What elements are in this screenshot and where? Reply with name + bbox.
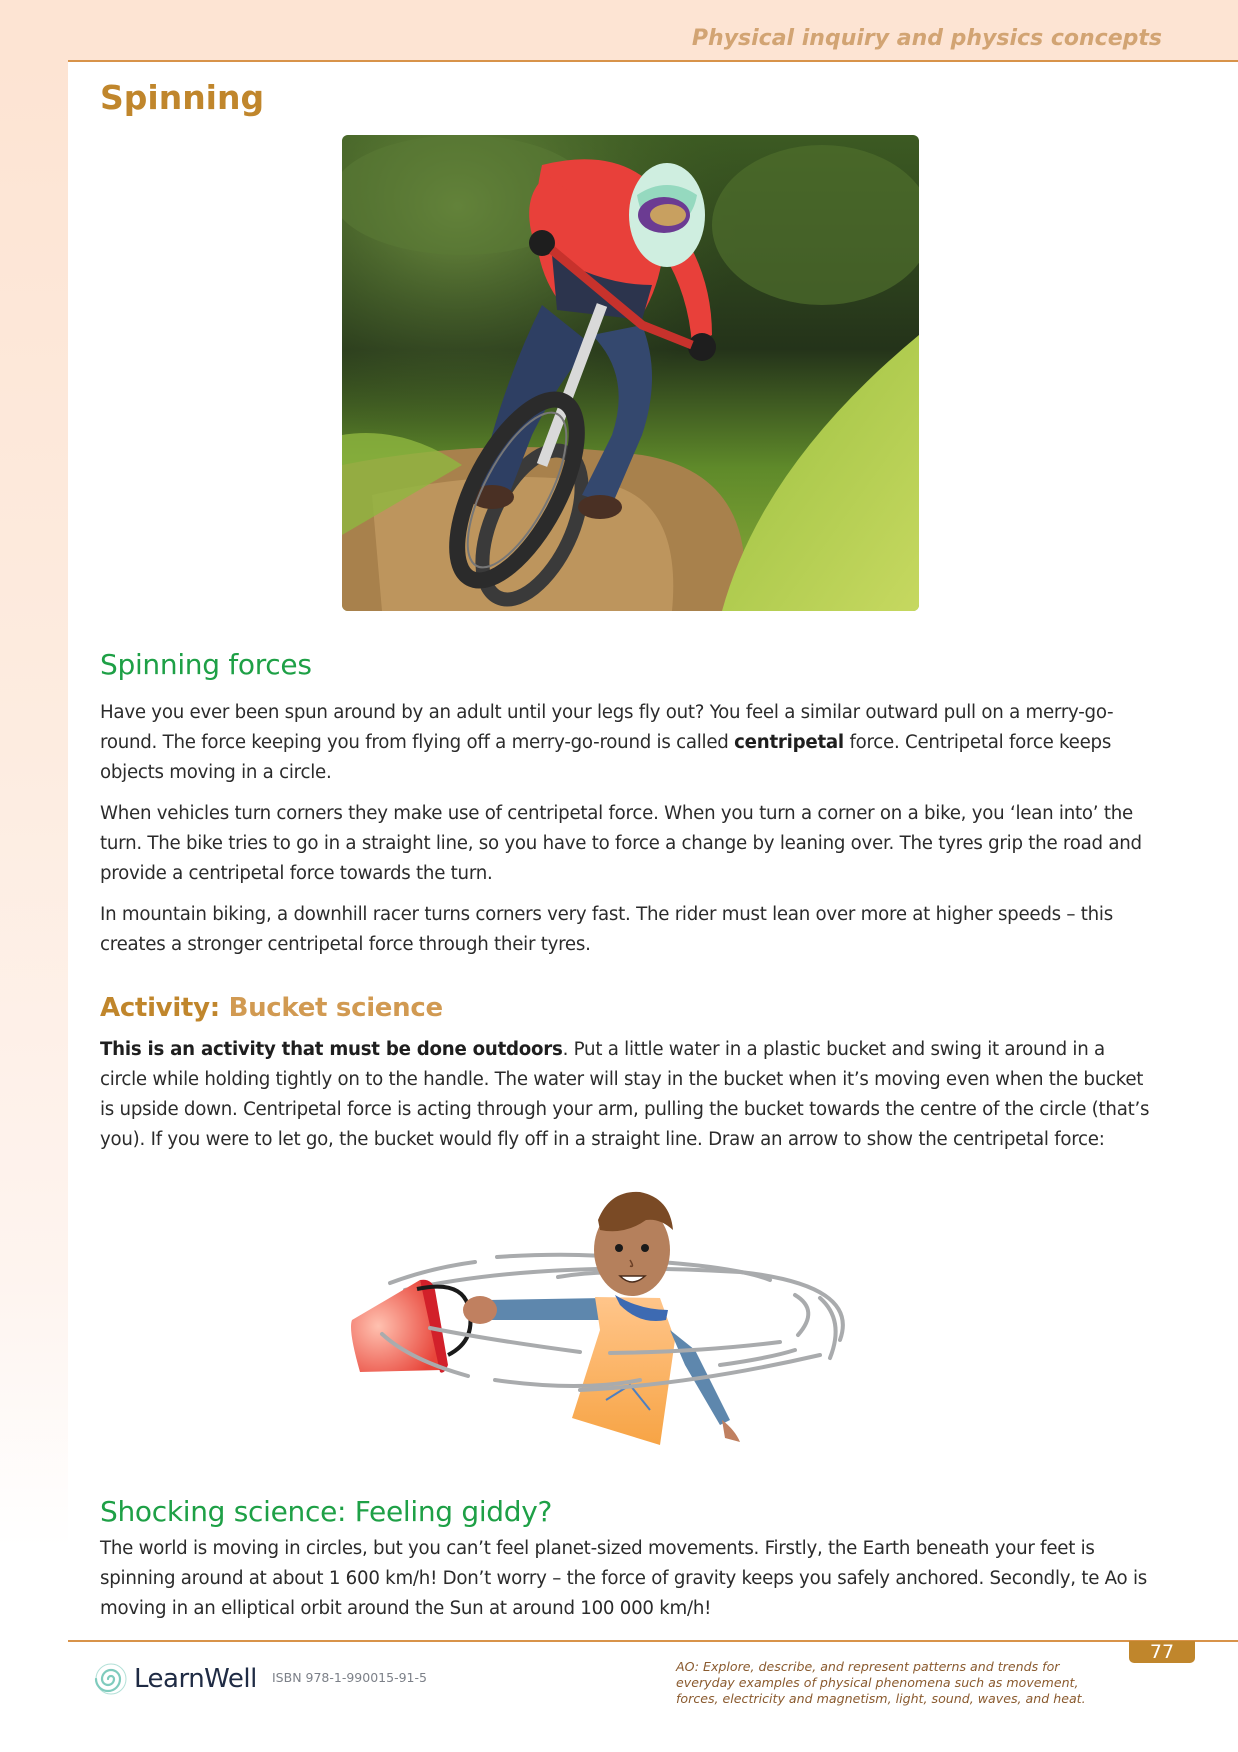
paragraph-vehicles: When vehicles turn corners they make use of centripetal force. When you turn a corner on a bike, you ‘lean into’ the turn. The bike tries to go in a straight line, so you have to force a change by leaning over. The tyres grip the road and provide a centripetal force towards the turn. <box>100 803 1142 884</box>
swirl-logo-icon <box>94 1662 128 1696</box>
bucket-illustration-icon <box>340 1180 920 1460</box>
page-title: Spinning <box>100 78 265 117</box>
section-heading: Spinning forces <box>100 648 312 681</box>
shocking-science-body <box>100 1534 1150 1624</box>
isbn: ISBN 978-1-990015-91-5 <box>272 1670 427 1685</box>
margin-strip <box>0 60 68 1752</box>
spinning-forces-section <box>100 648 1150 681</box>
achievement-objective: AO: Explore, describe, and represent patterns and trends for everyday examples of physical phenomena such as movement, forces, electricity and magnetism, light, sound, waves, and heat. <box>676 1659 1086 1706</box>
bold-instruction: This is an activity that must be done outdoors <box>100 1039 563 1060</box>
boy-spinning-bucket-illustration <box>340 1180 920 1460</box>
photo-mountain-biker-icon <box>342 135 919 611</box>
paragraph-mountain-biking: In mountain biking, a downhill racer turns corners very fast. The rider must lean over more at higher speeds – this creates a stronger centripetal force through their tyres. <box>100 904 1113 955</box>
header-rule <box>68 60 1238 62</box>
shocking-science-section <box>100 1495 1150 1528</box>
activity-title: Bucket science <box>219 993 443 1023</box>
activity-heading-wrap <box>100 993 1150 1023</box>
text-run: Have you ever been spun around by an adult until your legs fly out? You feel a similar outward pull on a merry-go-round. The force keeping you from flying off a merry-go-round is called <box>100 702 1114 753</box>
spinning-forces-body <box>100 698 1150 960</box>
logo-text: LearnWell <box>134 1664 257 1694</box>
footer-rule <box>68 1640 1238 1642</box>
page-number: 77 <box>1129 1641 1195 1663</box>
paragraph-feeling-giddy: The world is moving in circles, but you can’t feel planet-sized movements. Firstly, the Earth beneath your feet is spinning around at about 1 600 km/h! Don’t worry – the force of gravity keeps you safely anchored. Secondly, te Ao is moving in an elliptical orbit around the Sun at around 100 000 km/h! <box>100 1538 1147 1619</box>
section-heading: Shocking science: Feeling giddy? <box>100 1495 553 1528</box>
bold-term: centripetal <box>734 732 844 753</box>
text-run: . Put a little water in a plastic bucket and swing it around in a circle while holding tightly on to the handle. The water will stay in the bucket when it’s moving even when the bucket is upside down. Centripetal force is acting through your arm, pulling the bucket towards the centre of the circle (that’s you). If you were to let go, the bucket would fly off in a straight line. Draw an arrow to show the centripetal force: <box>100 1039 1150 1150</box>
paragraph-activity <box>100 1035 1150 1155</box>
paragraph-centripetal <box>100 698 1150 788</box>
activity-label: Activity: <box>100 993 220 1023</box>
mountain-biker-photo <box>342 135 919 611</box>
activity-body <box>100 1035 1150 1155</box>
running-head: Physical inquiry and physics concepts <box>691 26 1162 51</box>
text-run: force. Centripetal force keeps objects moving in a circle. <box>100 732 1112 783</box>
learnwell-logo <box>94 1662 257 1696</box>
activity-heading <box>100 993 1150 1023</box>
